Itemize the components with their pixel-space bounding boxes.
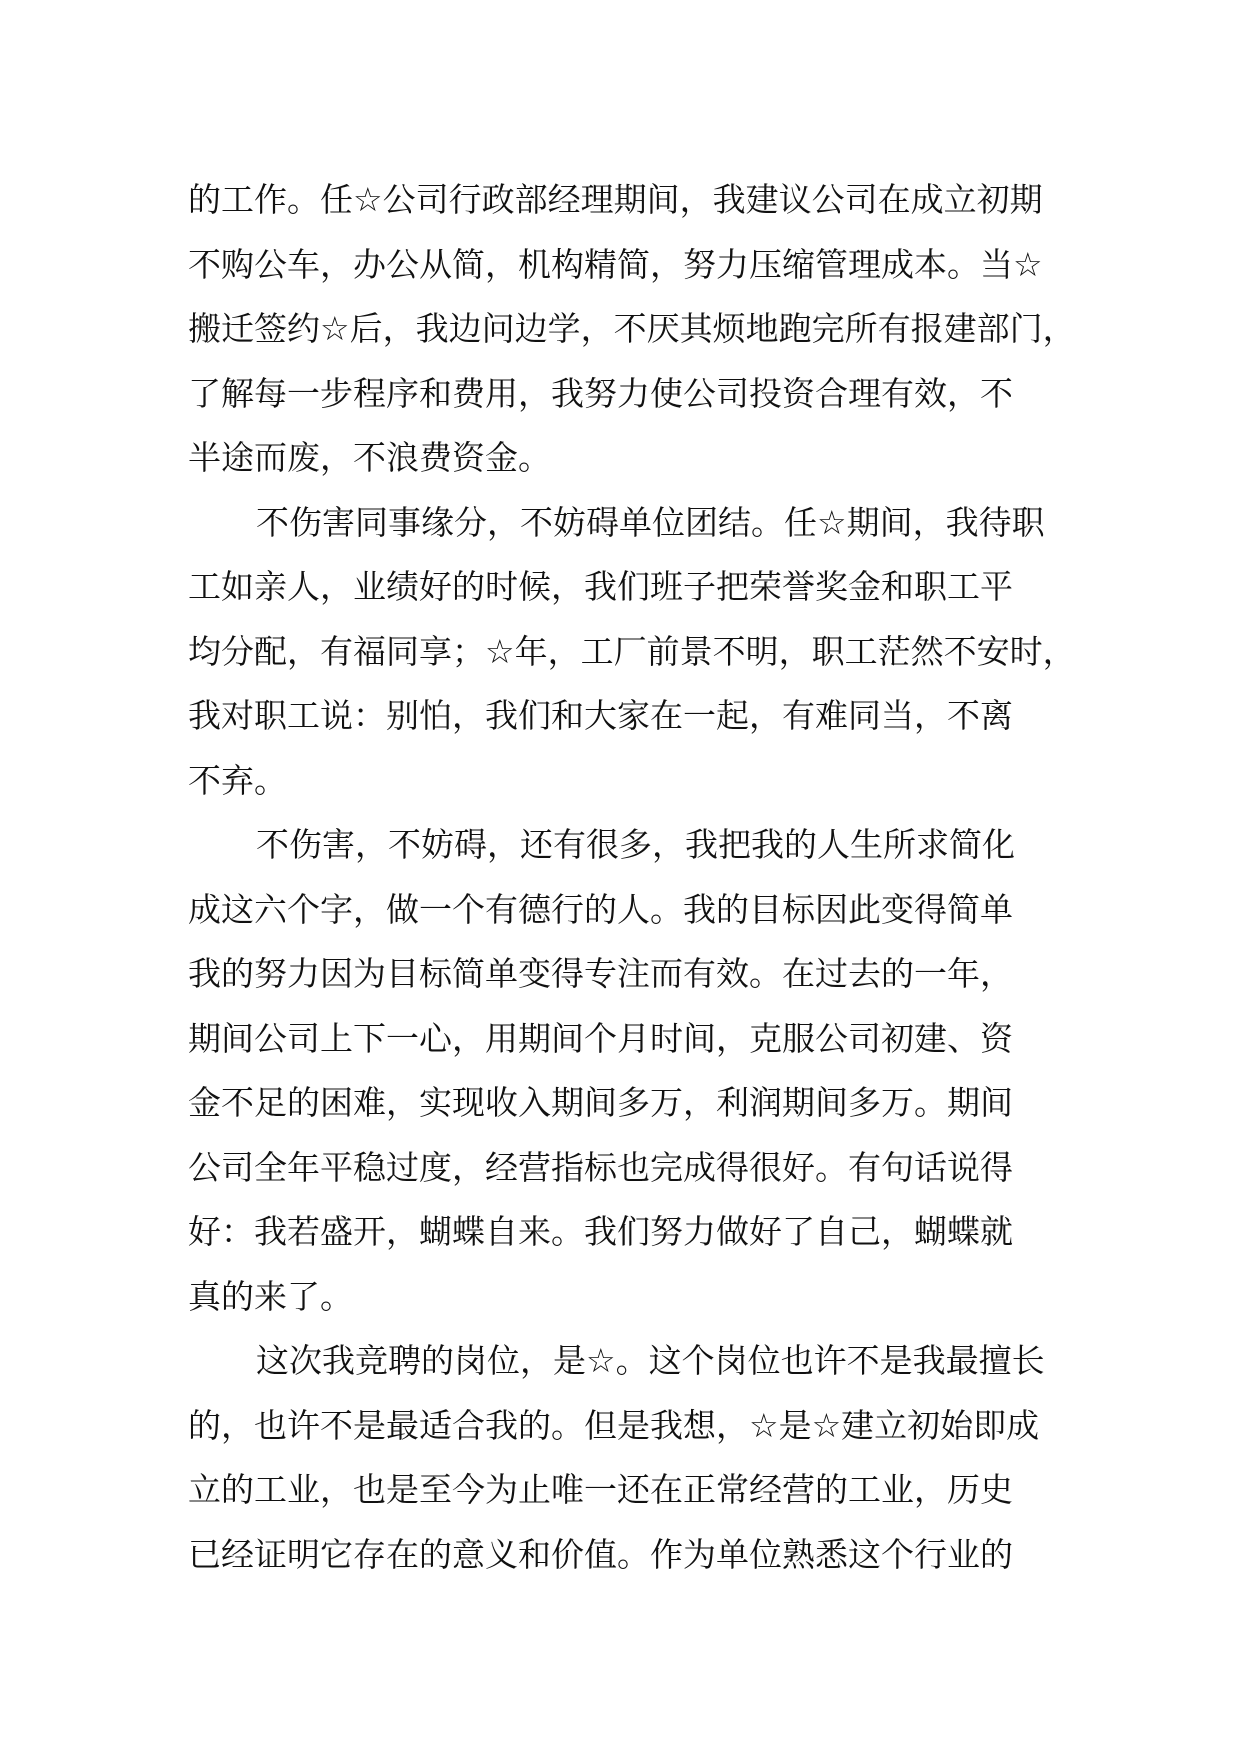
text-line: 均分配，有福同享；☆年，工厂前景不明，职工茫然不安时， <box>188 631 1076 671</box>
body-text <box>188 168 1088 1587</box>
text-line: 真的来了。 <box>188 1276 353 1316</box>
paragraph-3 <box>188 813 1088 1329</box>
text-line: 的工作。任☆公司行政部经理期间，我建议公司在成立初期 <box>188 180 1043 219</box>
text-line: 我对职工说：别怕，我们和大家在一起，有难同当，不离 <box>188 696 1013 735</box>
text-line: 不购公车，办公从简，机构精简，努力压缩管理成本。当☆ <box>188 244 1043 284</box>
text-line: 半途而废，不浪费资金。 <box>188 438 551 477</box>
text-line: 我的努力因为目标简单变得专注而有效。在过去的一年， <box>188 954 1013 993</box>
text-line: 成这六个字，做一个有德行的人。我的目标因此变得简单 <box>188 889 1013 929</box>
paragraph-4 <box>188 1329 1088 1587</box>
text-line: 不伤害，不妨碍，还有很多，我把我的人生所求简化 <box>256 825 1015 864</box>
text-line: 期间公司上下一心，用期间个月时间，克服公司初建、资 <box>188 1018 1013 1058</box>
paragraph-1 <box>188 168 1088 491</box>
text-line: 立的工业，也是至今为止唯一还在正常经营的工业，历史 <box>188 1470 1013 1509</box>
text-line: 不弃。 <box>188 760 287 800</box>
paragraph-2 <box>188 491 1088 814</box>
text-line: 好：我若盛开，蝴蝶自来。我们努力做好了自己，蝴蝶就 <box>188 1212 1013 1251</box>
text-line: 了解每一步程序和费用，我努力使公司投资合理有效，不 <box>188 373 1013 413</box>
text-line: 工如亲人，业绩好的时候，我们班子把荣誉奖金和职工平 <box>188 567 1013 606</box>
text-line: 不伤害同事缘分，不妨碍单位团结。任☆期间，我待职 <box>256 502 1045 542</box>
text-line: 搬迁签约☆后，我边问边学，不厌其烦地跑完所有报建部门， <box>188 309 1076 348</box>
text-line: 这次我竞聘的岗位，是☆。这个岗位也许不是我最擅长 <box>256 1341 1045 1380</box>
text-line: 公司全年平稳过度，经营指标也完成得很好。有句话说得 <box>188 1147 1013 1187</box>
text-line: 已经证明它存在的意义和价值。作为单位熟悉这个行业的 <box>188 1534 1013 1574</box>
text-line: 的，也许不是最适合我的。但是我想，☆是☆建立初始即成 <box>188 1405 1040 1445</box>
text-line: 金不足的困难，实现收入期间多万，利润期间多万。期间 <box>188 1083 1013 1122</box>
